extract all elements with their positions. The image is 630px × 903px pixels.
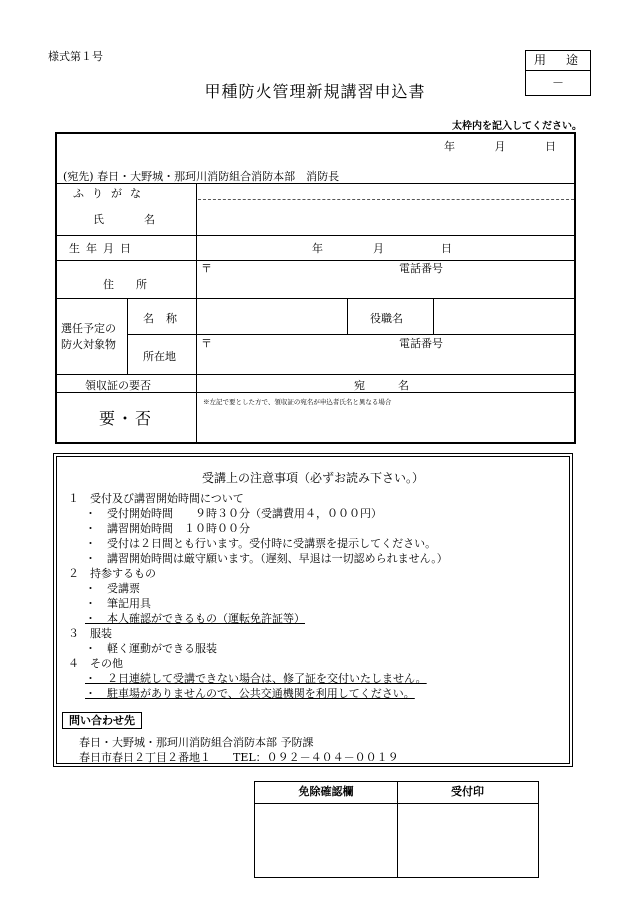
note-line: ４ その他 bbox=[68, 657, 123, 670]
facility-group-line-2: 防火対象物 bbox=[61, 338, 116, 351]
facility-group-label bbox=[61, 321, 116, 353]
instruction-text: 太枠内を記入してください。 bbox=[452, 121, 582, 132]
name-label: 氏名 bbox=[93, 213, 195, 226]
form-number: 様式第１号 bbox=[48, 50, 103, 63]
note-line: ・ 受付は２日間とも行います。受付時に受講票を提示してください。 bbox=[85, 537, 437, 550]
date-year-label: 年 bbox=[444, 140, 455, 153]
note-line: ・ 筆記用具 bbox=[85, 597, 151, 610]
note-line: ２ 持参するもの bbox=[68, 567, 156, 580]
date-line bbox=[444, 138, 556, 154]
receipt-note: ※左記で要とした方で、領収証の宛名が申込者氏名と異なる場合 bbox=[203, 398, 392, 406]
birth-day-label: 日 bbox=[441, 242, 452, 255]
facility-phone-label: 電話番号 bbox=[399, 337, 443, 350]
note-line: ・ 講習開始時間 １０時００分 bbox=[85, 522, 250, 535]
facility-group-line-1: 選任予定の bbox=[61, 322, 116, 335]
birth-year-label: 年 bbox=[312, 242, 323, 255]
note-line: ・ ２日連続して受講できない場合は、修了証を交付いたしません。 bbox=[85, 672, 427, 685]
note-line: ・ 講習開始時間は厳守願います。（遅刻、早退は一切認められません。） bbox=[85, 552, 448, 565]
note-line: １ 受付及び講習開始時間について bbox=[68, 492, 244, 505]
note-line: ・ 軽く運動ができる服装 bbox=[85, 642, 217, 655]
addressee: (宛先) 春日・大野城・那珂川消防組合消防本部 消防長 bbox=[63, 170, 340, 183]
birthdate-label: 生年月日 bbox=[69, 242, 137, 255]
address-label: 住所 bbox=[103, 278, 169, 291]
exemption-header: 免除確認欄 bbox=[298, 785, 354, 798]
note-line: ３ 服装 bbox=[68, 627, 112, 640]
stamp-header: 受付印 bbox=[451, 785, 484, 798]
postal-mark: 〒 bbox=[201, 262, 212, 275]
note-line: ・ 駐車場がありませんので、公共交通機関を利用してください。 bbox=[85, 687, 415, 700]
document-title: 甲種防火管理新規講習申込書 bbox=[204, 82, 426, 101]
furigana-label: ふりがな bbox=[73, 187, 149, 200]
position-label: 役職名 bbox=[370, 312, 403, 325]
office-use-box bbox=[254, 781, 539, 878]
date-day-label: 日 bbox=[545, 140, 556, 153]
birth-month-label: 月 bbox=[373, 242, 384, 255]
receipt-choice[interactable]: 要・否 bbox=[99, 409, 154, 428]
facility-postal-mark: 〒 bbox=[201, 337, 212, 350]
contact-label: 問い合わせ先 bbox=[62, 712, 142, 729]
receipt-addressee-label: 宛 名 bbox=[354, 379, 409, 392]
phone-label: 電話番号 bbox=[399, 262, 443, 275]
contact-org: 春日・大野城・那珂川消防組合消防本部 予防課 bbox=[79, 736, 314, 749]
receipt-needed-label: 領収証の要否 bbox=[85, 379, 151, 392]
note-line: ・ 受講票 bbox=[85, 582, 140, 595]
application-form bbox=[55, 132, 576, 444]
notes-title: 受講上の注意事項（必ずお読み下さい。） bbox=[201, 471, 424, 485]
location-label: 所在地 bbox=[143, 350, 176, 363]
note-line: ・ 受付開始時間 ９時３０分（受講費用４，０００円） bbox=[85, 507, 382, 520]
notes-box bbox=[53, 453, 573, 767]
contact-address: 春日市春日２丁目２番地１ TEL：０９２－４０４－００１９ bbox=[79, 751, 399, 764]
usage-value: － bbox=[551, 76, 564, 90]
notes-inner-frame bbox=[56, 456, 570, 764]
date-month-label: 月 bbox=[494, 140, 506, 153]
facility-name-label: 名称 bbox=[143, 312, 189, 325]
usage-label: 用 途 bbox=[526, 51, 590, 71]
note-line: ・ 本人確認ができるもの（運転免許証等） bbox=[85, 612, 305, 625]
